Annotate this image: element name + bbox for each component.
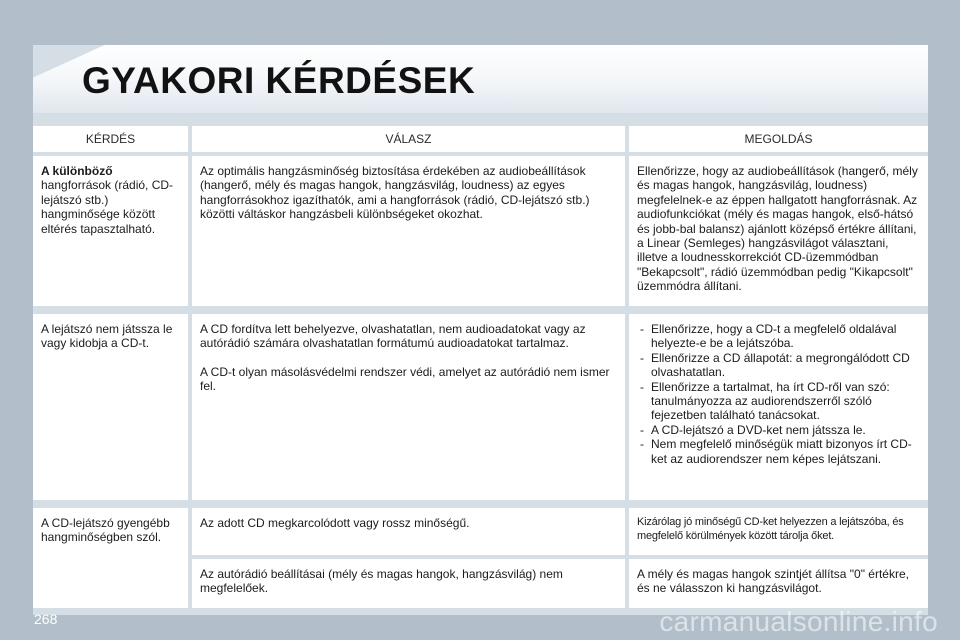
row1-question-text: hangforrások (rádió, CD-lejátszó stb.) hangminősége között eltérés tapasztalható. — [41, 178, 174, 236]
row3-answer-a-text: Az adott CD megkarcolódott vagy rossz minőségű. — [200, 516, 470, 530]
list-item: - A CD-lejátszó a DVD-ket nem játssza le. — [637, 423, 920, 437]
header-question: KÉRDÉS — [33, 126, 188, 152]
header-answer: VÁLASZ — [192, 126, 625, 152]
row2-question-text: A lejátszó nem játssza le vagy kidobja a CD-t. — [41, 322, 173, 351]
row3-answer-a — [192, 508, 625, 555]
row3-solution-b-text: A mély és magas hangok szintjét állítsa "0" értékre, és ne válasszon ki hangzásvilágot. — [637, 567, 909, 596]
row3-solution-a-text: Kizárólag jó minőségű CD-ket helyezzen a lejátszóba, és megfelelő körülmények között tárolja őket. — [637, 516, 904, 542]
row1-answer-text: Az optimális hangzásminőség biztosítása érdekében az audiobeállítások (hangerő, mély és magas hangok, hangzásvilág, loudness) az egyes hangforrásokhoz igazíthatók, ami a hangforrások (rádió, CD-lejátszó stb.) közötti váltáskor hangzásbeli különbségeket okozhat. — [200, 164, 590, 222]
row3-question — [33, 508, 188, 608]
row2-answer-text-1: A CD fordítva lett behelyezve, olvashatatlan, nem audioadatokat vagy az autórádió számára olvashatatlan formátumú audioadatokat tartalmaz. — [200, 322, 586, 351]
row2-solution — [629, 314, 928, 500]
header-solution: MEGOLDÁS — [629, 126, 928, 152]
page-title: GYAKORI KÉRDÉSEK — [82, 60, 476, 101]
row1-solution-text: Ellenőrizze, hogy az audiobeállítások (hangerő, mély és magas hangok, hangzásvilág, loudness) megfelelnek-e az éppen hallgatott hangforrásnak. Az audiofunkciókat (mély és magas hangok, első-hátsó és jobb-bal balansz) ajánlott középső értékre állítani, a Linear (Semleges) hangzásvilágot választani, illetve a loudnesskorrekciót CD-üzemmódban "Bekapcsolt", rádió üzemmódban pedig "Kikapcsolt" üzemmódra állítani. — [637, 164, 918, 294]
row3-solution-b — [629, 559, 928, 608]
list-item: - Ellenőrizze, hogy a CD-t a megfelelő oldalával helyezte-e be a lejátszóba. — [637, 322, 920, 351]
row1-solution — [629, 156, 928, 306]
row3-answer-b — [192, 559, 625, 608]
list-item: - Ellenőrizze a CD állapotát: a megrongálódott CD olvashatatlan. — [637, 351, 920, 380]
row1-question — [33, 156, 188, 306]
row2-answer-text-2: A CD-t olyan másolásvédelmi rendszer védi, amelyet az autórádió nem ismer fel. — [200, 364, 610, 394]
row3-solution-a — [629, 508, 928, 555]
list-item: - Nem megfelelő minőségük miatt bizonyos írt CD-ket az audiorendszer nem képes lejátszani. — [637, 437, 920, 466]
row2-solution-list — [637, 322, 920, 466]
watermark: carmanualsonline.info — [659, 606, 938, 637]
row3-question-text: A CD-lejátszó gyengébb hangminőségben szól. — [41, 516, 170, 545]
row1-question-bold: A különböző — [41, 164, 113, 178]
list-item: - Ellenőrizze a tartalmat, ha írt CD-ről van szó: tanulmányozza az audiorendszerről szóló fejezetben található tanácsokat. — [637, 380, 920, 423]
row2-question — [33, 314, 188, 500]
row3-answer-b-text: Az autórádió beállításai (mély és magas hangok, hangzásvilág) nem megfelelőek. — [200, 567, 563, 596]
page-number: 268 — [34, 611, 58, 627]
row1-answer — [192, 156, 625, 306]
row2-answer — [192, 314, 625, 500]
